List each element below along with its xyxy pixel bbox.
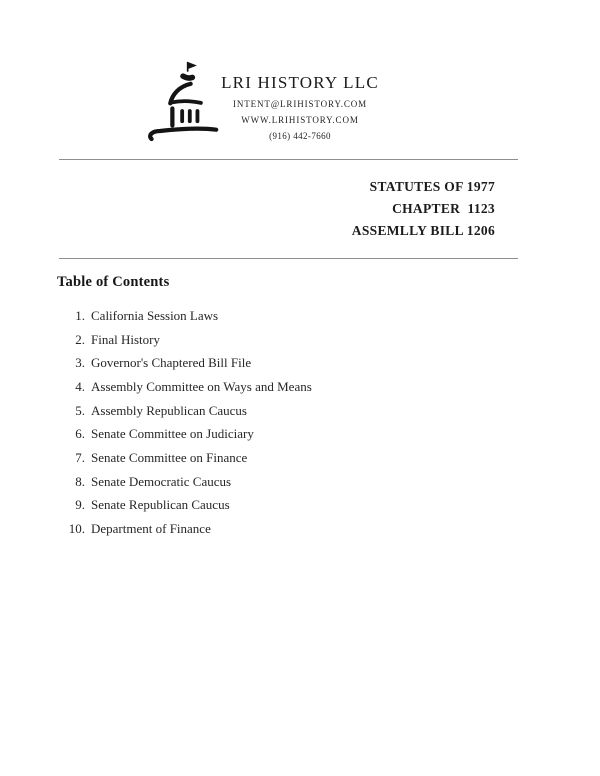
toc-item-label: Senate Democratic Caucus bbox=[91, 473, 232, 489]
assembly-bill-line: ASSEMLLY BILL 1206 bbox=[351, 223, 495, 238]
company-name: LRI HISTORY LLC bbox=[221, 73, 379, 92]
toc-item-number: 3. bbox=[75, 355, 85, 371]
divider-bottom bbox=[59, 258, 518, 259]
toc-item-number: 8. bbox=[75, 473, 85, 489]
toc-item bbox=[57, 304, 312, 328]
toc-title: Table of Contents bbox=[57, 274, 170, 290]
divider-top bbox=[59, 159, 518, 160]
company-email: INTENT@LRIHISTORY.COM bbox=[232, 99, 368, 109]
toc-item-number: 7. bbox=[75, 449, 85, 465]
toc-item bbox=[57, 399, 312, 423]
toc-item-number: 10. bbox=[68, 521, 85, 537]
toc-item-label: Senate Republican Caucus bbox=[91, 497, 230, 513]
brand-block bbox=[0, 60, 600, 141]
toc-item bbox=[57, 494, 312, 518]
toc-item-number: 9. bbox=[75, 497, 85, 513]
toc-item bbox=[57, 375, 312, 399]
toc-item bbox=[57, 446, 312, 470]
toc-item-label: Senate Committee on Judiciary bbox=[91, 426, 254, 442]
toc-item-label: Governor's Chaptered Bill File bbox=[91, 355, 252, 371]
toc-item-label: Department of Finance bbox=[91, 521, 211, 537]
toc-item bbox=[57, 328, 312, 352]
toc-item-label: Assembly Republican Caucus bbox=[91, 402, 247, 418]
toc-item-label: Senate Committee on Finance bbox=[91, 449, 248, 465]
company-phone: (916) 442-7660 bbox=[269, 131, 331, 141]
toc-item bbox=[57, 351, 312, 375]
toc-item-number: 4. bbox=[75, 378, 85, 394]
toc-item bbox=[57, 517, 312, 541]
chapter-line: CHAPTER 1123 bbox=[392, 201, 495, 216]
toc-list bbox=[57, 304, 312, 541]
toc-item-number: 5. bbox=[75, 402, 85, 418]
statutes-line: STATUTES OF 1977 bbox=[369, 179, 495, 194]
toc-item-number: 6. bbox=[75, 426, 85, 442]
toc-item-number: 2. bbox=[75, 331, 85, 347]
statute-reference-block bbox=[352, 176, 495, 242]
toc-item-label: California Session Laws bbox=[91, 307, 219, 323]
toc-item-number: 1. bbox=[75, 307, 85, 323]
company-website: WWW.LRIHISTORY.COM bbox=[241, 115, 359, 125]
letterhead bbox=[0, 60, 600, 152]
toc-item-label: Assembly Committee on Ways and Means bbox=[91, 378, 312, 394]
toc-item bbox=[57, 470, 312, 494]
toc-item bbox=[57, 422, 312, 446]
toc-item-label: Final History bbox=[91, 331, 160, 347]
